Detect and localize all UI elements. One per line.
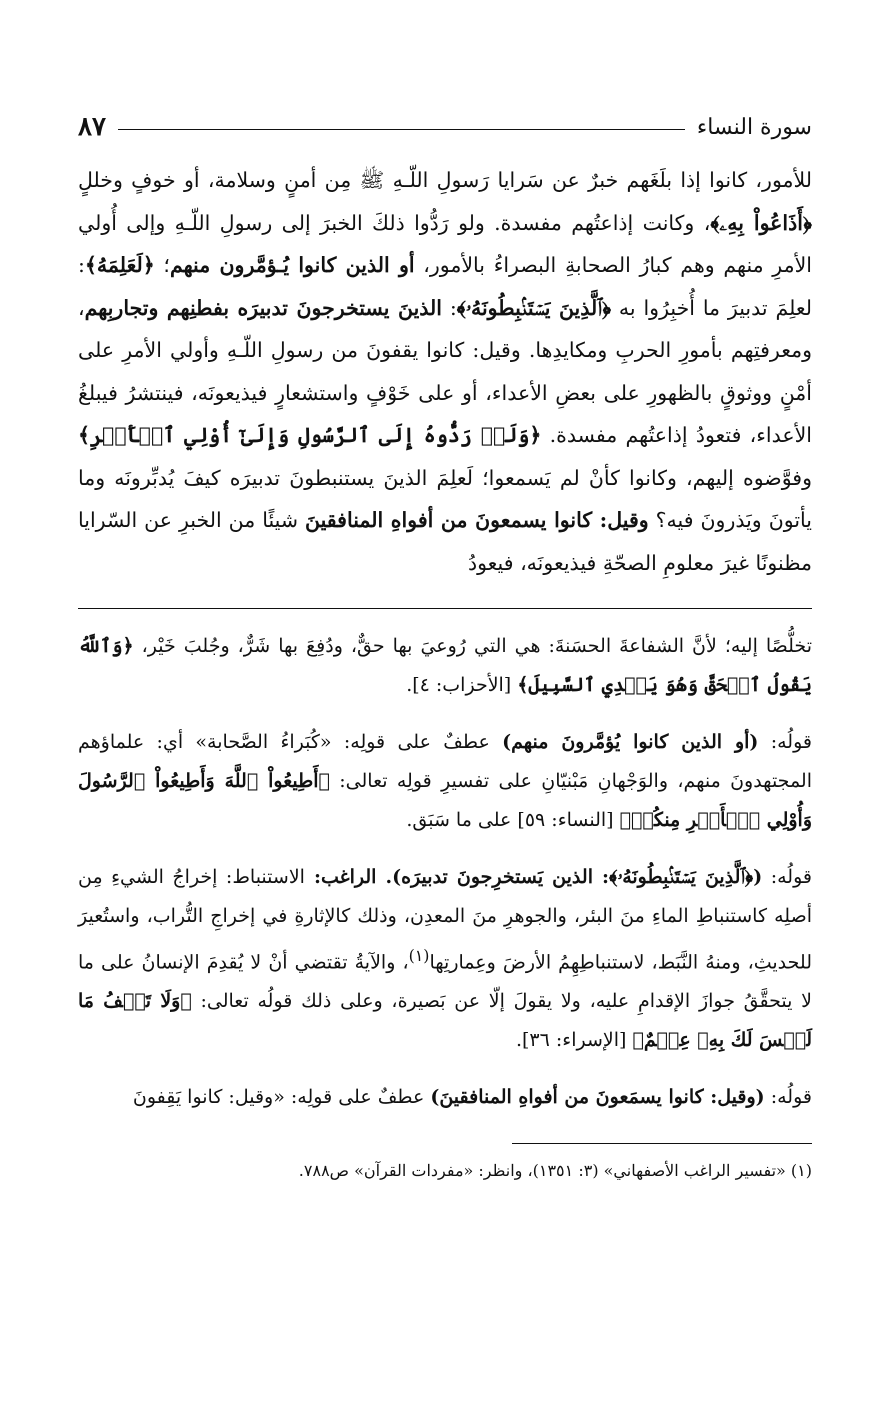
main-separator: [78, 608, 812, 609]
quran-quote: ﴿وَٱللَّهُ يَقُولُ ٱلۡحَقَّ وَهُوَ يَهۡدِي ٱلسَّبِيلَ﴾: [78, 635, 812, 696]
bold-phrase: الذينَ يستخرجونَ تدبيرَه بفطنِهم وتجاربِهم: [84, 295, 442, 320]
main-text-segment: وفوَّضوه إليهم، وكانوا كأنْ لم يَسمعوا؛ لَعلِمَ الذينَ يستنبطونَ تدبيرَه كيفَ يُدبِّرونَه وما يأتونَ ويَذرونَ فيه؟: [78, 465, 812, 532]
bold-phrase: (أو الذين كانوا يُؤمَّرونَ منهم): [502, 731, 759, 753]
quran-quote: ﴿وَلَوۡ رَدُّوهُ إِلَى ٱلرَّسُولِ وَإِلَىٰٓ أُوْلِي ٱلۡأَمۡرِ﴾: [78, 423, 542, 447]
quran-quote: ﴿وَلَا تَقۡفُ مَا لَيۡسَ لَكَ بِهِۦ عِلۡمٌ﴾: [78, 990, 812, 1052]
quran-quote: ﴿لَعَلِمَهُ﴾: [84, 253, 155, 277]
commentary-text: قولُه:: [758, 731, 812, 753]
surah-title: سورة النساء: [696, 114, 812, 140]
bold-phrase: وقيل: كانوا يسمعونَ من أفواهِ المنافقينَ: [305, 508, 649, 532]
main-text-segment: ، وكانت إذاعتُهم مفسدة. ولو رَدُّوا ذلكَ الخبرَ إلى رسولِ اللّـهِ وإلى أُولي الأمرِ منهم وهم كبارُ الصحابةِ البصراءُ بالأمور،: [78, 210, 812, 277]
commentary-text: [الأحزاب: ٤].: [406, 674, 518, 696]
commentary-paragraph: [78, 1078, 812, 1117]
commentary-text: [الإسراء: ٣٦].: [515, 1029, 633, 1052]
commentary-text: عطفٌ على قولِه: «كُبَراءُ الصَّحابة» أي: علماؤهم المجتهدونَ منهم، والوَجْهانِ مَبْنيّانِ على تفسيرِ قولِه تعالى:: [78, 731, 812, 792]
bold-phrase: (﴿ٱلَّذِينَ يَسۡتَنۢبِطُونَهُۥ﴾: الذين يَستخرِجونَ تدبيرَه).: [385, 866, 763, 888]
commentary-text: تخلُّصًا إليه؛ لأنَّ الشفاعةَ الحسَنةَ: هي التي رُوعيَ بها حقٌّ، ودُفِعَ بها شَرٌّ، وجُلبَ خَيْر،: [133, 635, 812, 657]
bold-phrase: (وقيل: كانوا يسمَعونَ من أفواهِ المنافقينَ): [430, 1086, 765, 1109]
main-text-segment: ، ومعرفتِهم بأمورِ الحربِ ومكايدِها. وقيل: كانوا يقفونَ من رسولِ اللّـهِ وأولي الأمرِ على أمْنٍ ووثوقٍ بالظهورِ على بعضِ الأعداء، أو على خَوْفٍ واستشعارٍ فيذيعونَه، فينتشرُ فيبلغُ الأعداء، فتعودُ إذاعتُهم مفسدة.: [78, 295, 812, 447]
commentary-text: عطفٌ على قولِه: «وقيل: كانوا يَقِفونَ: [132, 1086, 431, 1109]
quran-quote: ﴿ٱلَّذِينَ يَسۡتَنۢبِطُونَهُۥ﴾: [456, 295, 612, 320]
main-text-segment: شيئًا من الخبرِ عن السّرايا مظنونًا غيرَ معلومِ الصحّةِ فيذيعونَه، فيعودُ: [78, 508, 812, 575]
header-rule: [118, 129, 685, 130]
page-header: [78, 105, 812, 149]
commentary-text: قولُه:: [764, 1086, 812, 1109]
bold-phrase: الراغب:: [304, 866, 386, 888]
commentary-text: ، والآيةُ تقتضي أنْ لا يُقدِمَ الإنسانُ على ما لا يتحقَّقُ جوازَ الإقدامِ عليه، ولا يقولَ إلّا عن بَصيرة، وعلى ذلك قولُه تعالى:: [78, 951, 812, 1013]
commentary-paragraph: [78, 858, 812, 1060]
main-text-segment: للأمور، كانوا إذا بلَغَهم خبرٌ عن سَرايا رَسولِ اللّـهِ ﷺ مِن أمنٍ وسلامة، أو خوفٍ وخللٍ: [78, 168, 812, 192]
footnote: (١) «تفسير الراغب الأصفهاني» (٣: ١٣٥١)، وانظر: «مفردات القرآن» ص٧٨٨.: [298, 1161, 812, 1181]
commentary-paragraph: [78, 627, 812, 705]
commentary-text: قولُه:: [762, 866, 812, 888]
main-text-segment: : لعلِمَ تدبيرَ ما أُخبِرُوا به: [78, 253, 813, 320]
footnote-reference[interactable]: (١): [408, 946, 430, 965]
commentary-text: الاستنباط: إخراجُ الشيءِ مِن أصلِه كاستنباطِ الماءِ منَ البئر، والجوهرِ منَ المعدِن، وذلك كالإثارةِ في إخراجِ التُّراب، واستُعيرَ للحديثِ، ومنهُ النَّبَط، لاستنباطِهِمُ الأرضَ وعِمارتِها: [78, 866, 812, 974]
quran-quote: ﴿أَطِيعُواْ ٱللَّهَ وَأَطِيعُواْ ٱلرَّسُولَ وَأُوْلِي ٱلۡأَمۡرِ مِنكُمۡ﴾: [78, 770, 812, 831]
quran-quote: ﴿أَذَاعُواْ بِهِۦ﴾: [710, 210, 813, 235]
footnote-separator: [512, 1143, 812, 1144]
main-text-segment: :: [442, 295, 457, 320]
main-text: [78, 159, 812, 584]
commentary-paragraph: [78, 723, 812, 840]
commentary-text: [النساء: ٥٩] على ما سَبَق.: [406, 809, 620, 831]
book-page: [78, 105, 812, 1186]
page-number: ٨٧: [78, 112, 106, 142]
bold-phrase: أو الذين كانوا يُـؤمَّرون منهم: [169, 253, 415, 277]
main-text-segment: ؛: [154, 253, 170, 277]
